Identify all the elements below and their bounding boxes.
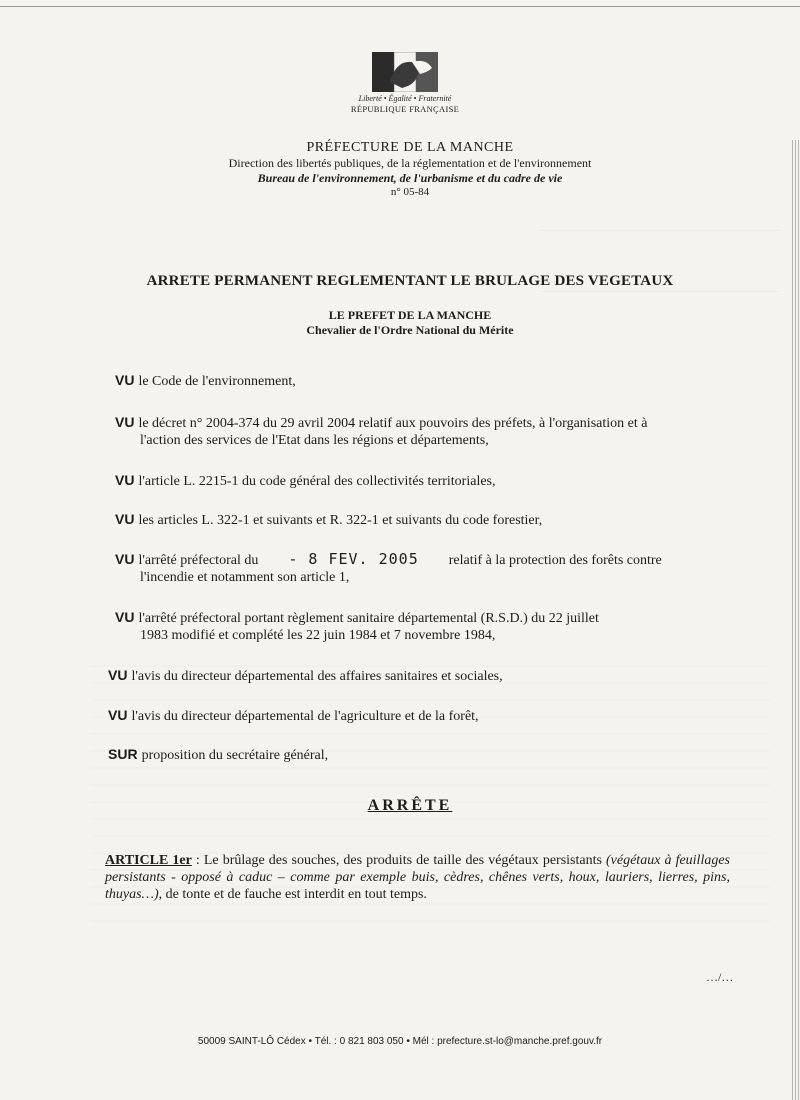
vu-key: VU xyxy=(115,551,135,567)
article-heading: ARTICLE 1er xyxy=(105,853,192,868)
vu-item xyxy=(115,609,715,644)
vu-key: VU xyxy=(115,511,135,527)
vu-text: les articles L. 322-1 et suivants et R. 322-1 et suivants du code forestier, xyxy=(138,513,543,528)
vu-item xyxy=(108,707,708,725)
date-stamp: - 8 FEV. 2005 xyxy=(288,550,419,568)
scan-edge-top xyxy=(0,6,800,7)
scan-edge-right xyxy=(792,140,800,1100)
vu-item xyxy=(108,746,708,764)
arrete-heading: ARRÊTE xyxy=(367,797,453,814)
prefecture-name: PRÉFECTURE DE LA MANCHE xyxy=(306,140,514,155)
marianne-logo xyxy=(340,52,470,114)
vu-text: l'avis du directeur départemental de l'agriculture et de la forêt, xyxy=(131,709,479,724)
vu-text: l'avis du directeur départemental des affaires sanitaires et sociales, xyxy=(131,669,503,684)
footer-address: 50009 SAINT-LÔ Cédex • Tél. : 0 821 803 050 • Mél : prefecture.st-lo@manche.pref.gouv.fr xyxy=(197,1036,603,1047)
vu-text-cont: l'action des services de l'Etat dans les régions et départements, xyxy=(140,433,489,448)
article-text: : Le brûlage des souches, des produits de taille des végétaux persistants xyxy=(191,853,606,868)
vu-item xyxy=(115,511,715,529)
prefet-block xyxy=(200,308,620,338)
vu-text-cont: 1983 modifié et complété les 22 juin 1984 et 7 novembre 1984, xyxy=(140,628,496,643)
vu-item xyxy=(115,414,715,449)
vu-item xyxy=(108,667,708,685)
vu-text: le décret n° 2004-374 du 29 avril 2004 relatif aux pouvoirs des préfets, à l'organisation et à xyxy=(138,416,648,431)
vu-key: VU xyxy=(115,414,135,430)
vu-text: l'article L. 2215-1 du code général des collectivités territoriales, xyxy=(138,474,496,489)
vu-text-after: relatif à la protection des forêts contre xyxy=(448,553,662,568)
vu-item xyxy=(115,372,715,390)
bureau-name: Bureau de l'environnement, de l'urbanisme et du cadre de vie xyxy=(257,171,563,185)
motto: Liberté • Égalité • Fraternité xyxy=(358,94,452,103)
vu-key: VU xyxy=(108,667,128,683)
vu-key: VU xyxy=(115,472,135,488)
vu-text: le Code de l'environnement, xyxy=(138,374,296,389)
vu-text: proposition du secrétaire général, xyxy=(141,748,329,763)
vu-item xyxy=(115,551,715,586)
article-1 xyxy=(105,852,730,903)
vu-key: VU xyxy=(115,609,135,625)
vu-key: SUR xyxy=(108,746,138,762)
prefet-name: LE PREFET DE LA MANCHE xyxy=(328,308,492,322)
direction-name: Direction des libertés publiques, de la réglementation et de l'environnement xyxy=(228,156,592,170)
continued-marker: …/… xyxy=(706,970,734,984)
vu-item xyxy=(115,472,715,490)
document-title: ARRETE PERMANENT REGLEMENTANT LE BRULAGE DES VEGETAUX xyxy=(146,273,674,289)
prefet-honor: Chevalier de l'Ordre National du Mérite xyxy=(306,323,514,337)
vu-text-cont: l'incendie et notamment son article 1, xyxy=(140,570,350,585)
vu-key: VU xyxy=(115,372,135,388)
marianne-icon xyxy=(372,52,438,92)
vu-key: VU xyxy=(108,707,128,723)
vu-text: l'arrêté préfectoral du xyxy=(138,553,259,568)
decree-number: n° 05-84 xyxy=(390,186,430,198)
republic-label: RÉPUBLIQUE FRANÇAISE xyxy=(350,104,460,114)
article-text-end: , de tonte et de fauche est interdit en tout temps. xyxy=(158,887,427,902)
article-examples: (végétaux à feuillages persistants - opposé à caduc – comme par exemple buis, cèdres, chênes verts, houx, lauriers, lierres, pins, thuyas…) xyxy=(105,853,730,902)
vu-text: l'arrêté préfectoral portant règlement sanitaire départemental (R.S.D.) du 22 juillet xyxy=(138,611,599,626)
